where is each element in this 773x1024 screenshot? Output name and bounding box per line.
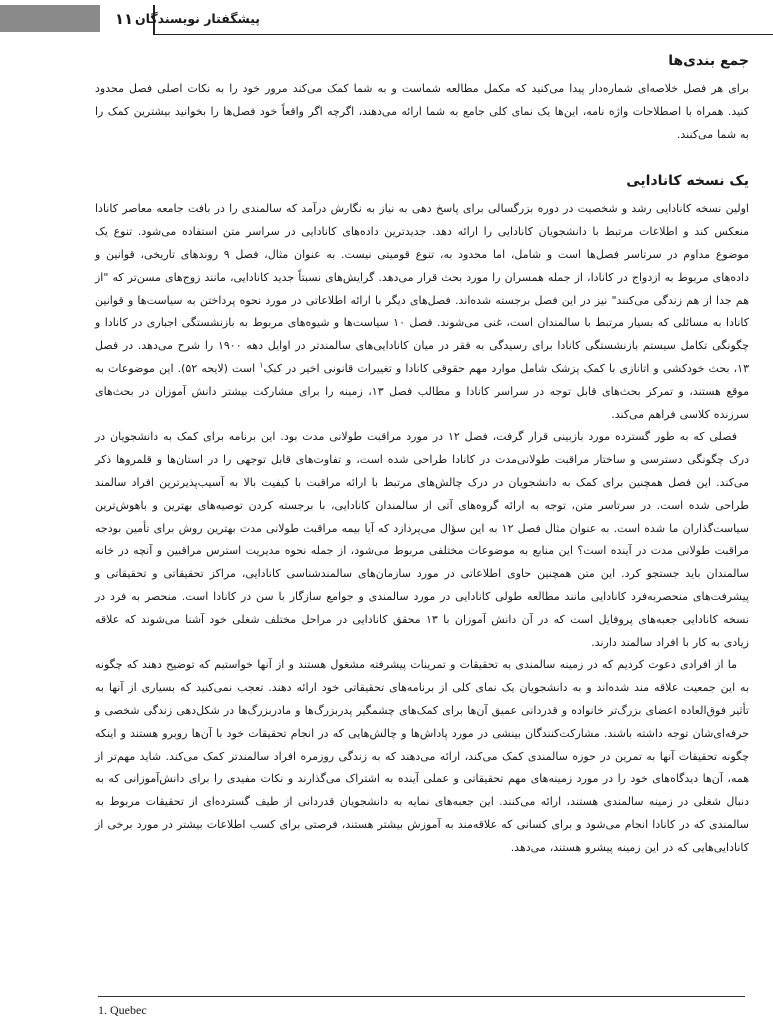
header-tab-block [0, 5, 100, 32]
footnote-rule [98, 996, 745, 997]
footnote: 1. Quebec [98, 1003, 147, 1017]
section-heading-summaries: جمع بندی‌ها [668, 53, 749, 69]
page-header [0, 0, 773, 38]
section-heading-canadian-edition: یک نسخه کانادایی [626, 173, 749, 190]
running-title: پیشگفتار نویسندگان [134, 11, 260, 26]
footnote-marker[interactable]: ۱ [259, 360, 264, 370]
canadian-edition-paragraph-2: فصلی که به طور گسترده مورد بازبینی قرار گرفت، فصل ۱۲ در مورد مراقبت طولانی مدت بود. این برنامه برای کمک به دانشجویان در درک چگونگی دسترسی و ساختار مراقبت طولانی‌مدت در کانادا طراحی شده است، و تفاوت‌های قابل توجهی را در استان‌ها و قلمروها ذکر می‌کند. این فصل همچنین برای کمک به دانشجویان در درک چالش‌های مرتبط با ارائه مراقبت با کیفیت بالا به آسیب‌پذیرترین افراد سالمند طراحی شده است. در سرتاسر متن، توجه به ارائه گروه‌های آتی از سالمندان کانادایی، با برجسته کردن توصیه‌های بهترین و باهوش‌ترین سیاست‌گذاران ما شده است. به عنوان مثال فصل ۱۲ به این سؤال می‌پردازد که آیا بیمه مراقبت طولانی مدت بهترین روش برای تأمین بودجه مراقبت طولانی مدت در آینده است؟ این منابع به موضوعات مختلفی مربوط می‌شود، از جمله نحوه مدیریت استرس مراقبین و آنچه در خانه سالمندان باید جستجو کرد. این متن همچنین حاوی اطلاعاتی در مورد سازمان‌های سالمندشناسی کانادایی، مراکز تحقیقاتی و تحقیقاتی و پیشرفت‌های منحصربه‌فرد کانادایی مانند مطالعه طولی کانادایی در مورد سالمندی و جوامع سازگار با سن در کانادا است. منحصر به فرد در نسخه کانادایی جعبه‌های پروفایل است که در آن دانش آموزان با ۱۳ محقق کانادایی در مراحل مختلف شغلی خود آشنا می‌شوند که علاقه زیادی به کار با افراد سالمند دارند. [95, 430, 750, 649]
paragraph-1-text-a: اولین نسخه کانادایی رشد و شخصیت در دوره بزرگسالی برای پاسخ دهی به نیاز به نگارش درآمد که سالمندی را در بافت جامعه معاصر کانادا منعکس کند و اطلاعات مرتبط با دانشجویان کانادایی را ارائه دهد. جدیدترین داده‌های کانادایی در سراسر متن استفاده می‌شود. تنوع یک موضوع مداوم در سرتاسر فصل‌ها است و شامل، اما محدود به، تنوع قومیتی نیست. به عنوان مثال، فصل ۹ روندهای تاریخی، قوانین و داده‌های مربوط به ازدواج در کانادا، از جمله همسران را مورد بحث قرار می‌دهد. گرایش‌های نسبتاً جدید کانادایی، مانند زوج‌های مسن‌تر که "از هم جدا از هم زندگی می‌کنند" نیز در این فصل برجسته شده‌اند. فصل‌های دیگر با ارائه اطلاعاتی در مورد نحوه پرداختن به سیاست‌ها و قوانین کانادا به مسائلی که بسیار مرتبط با سالمندان است، غنی می‌شوند. فصل ۱۰ سیاست‌ها و شیوه‌های مربوط به بازنشستگی اجباری در کانادا و چگونگی تکامل سیستم بازنشستگی کانادا برای رسیدگی به فقر در میان کانادایی‌های سالمندتر در اوایل دهه ۱۹۰۰ را شرح می‌دهد. در فصل ۱۳، بحث خودکشی و اتانازی با کمک پزشک شامل موارد مهم حقوقی کانادا و تغییرات قانونی اخیر در کبک [95, 202, 749, 375]
summaries-paragraph: برای هر فصل خلاصه‌ای شماره‌دار پیدا می‌کنید که مکمل مطالعه شماست و به شما کمک می‌کند مرور خود را به نکات اصلی فصل محدود کنید. همراه با اصطلاحات واژه نامه، این‌ها یک نمای کلی جامع به شما ارائه می‌دهند، اگرچه اگر واقعاً خود فصل‌ها را بخوانید بیشترین کمک را به شما می‌کنند. [95, 82, 749, 141]
header-rule [155, 34, 773, 35]
canadian-edition-paragraph-3: ما از افرادی دعوت کردیم که در زمینه سالمندی به تحقیقات و تمرینات پیشرفته مشغول هستند و از آنها خواستیم که توضیح دهند که چگونه به این جمعیت علاقه مند شده‌اند و به دانشجویان یک نمای کلی از برنامه‌های تحقیقاتی خود ارائه دهند. تعجب نمی‌کنید که بسیاری از آنها به تأثیر فوق‌العاده اعضای بزرگ‌تر خانواده و قدردانی عمیق آن‌ها برای کمک‌های چشمگیر پدربزرگ‌ها و مادربزرگ‌ها در شکل‌دهی زندگی شخصی و حرفه‌ای‌شان توجه داشته باشند. مشارکت‌کنندگان بینشی در مورد پاداش‌ها و چالش‌هایی که در انجام تحقیقات خود با آن‌ها روبرو هستند و اینکه چگونه تحقیقات آنها به تمرین در حوزه سالمندی کمک می‌کند، ارائه می‌دهند که به زندگی روزمره افراد سالمندتر کمک می‌کند. شاید مهم‌تر از همه، آن‌ها دیدگاه‌های خود را در مورد زمینه‌های مهم تحقیقاتی و عملی آینده به اشتراک می‌گذارند و نکات مفیدی را برای دانش‌آموزانی که به دنبال شغلی در زمینه سالمندی هستند، ارائه می‌کنند. این جعبه‌های نمایه به دانشجویان قدردانی از طیف گسترده‌ای از تحقیقات مربوط به سالمندی که در کانادا انجام می‌شود و برای کسانی که علاقه‌مند به آموزش بیشتر هستند، فرصتی برای کسب اطلاعات بیشتر در مورد برخی از کانادایی‌هایی که در این زمینه پیشرو هستند، می‌دهد. [95, 658, 749, 854]
canadian-edition-section [95, 170, 749, 859]
page-body [95, 50, 749, 860]
summaries-section [95, 50, 749, 146]
page-number: ۱۱ [114, 10, 134, 28]
paragraph-1-text-b: است (لایحه ۵۲). این موضوعات به موقع هستند، و تمرکز بحث‌های قابل توجه در سراسر کانادا و مطالب فصل ۱۳، زمینه را برای مشارکت بیشتر دانش آموزان در بحث‌های سرزنده کلاسی فراهم می‌کند. [95, 361, 750, 421]
canadian-edition-paragraph-1 [95, 198, 749, 426]
